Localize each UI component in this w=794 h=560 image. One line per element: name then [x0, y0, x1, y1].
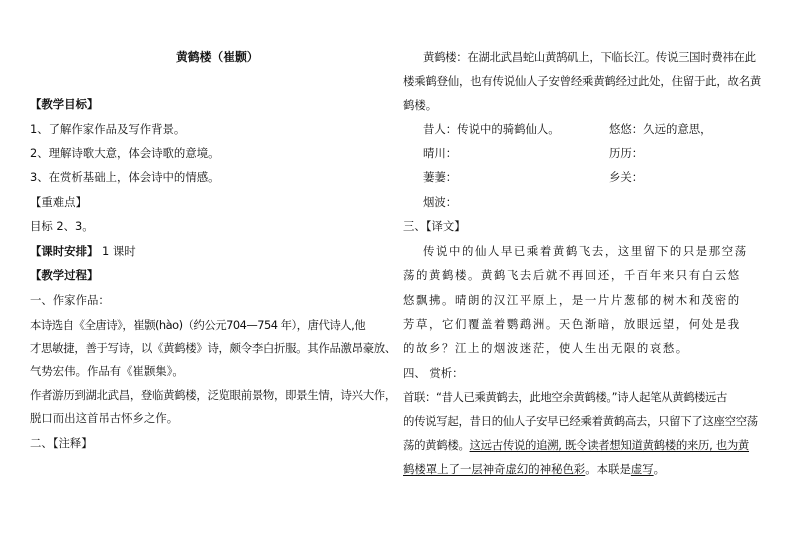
appreciation-line: 的传说写起，昔日的仙人子安早已经乘着黄鹤高去，只留下了这座空空荡 [403, 414, 758, 428]
translation-line: 芳草，它们覆盖着鹦鹉洲。天色渐暗，放眼远望，何处是我 [403, 317, 741, 331]
appreciation-line [403, 438, 749, 453]
goal-item: 1、了解作家作品及写作背景。 [30, 122, 186, 136]
paragraph-line: 气势宏伟。作品有《崔颢集》。 [30, 364, 184, 378]
appreciation-text: 。 [653, 462, 666, 476]
schedule-line [30, 244, 136, 259]
paragraph-line: 本诗选自《全唐诗》，崔颢(hào)（约公元704—754 年），唐代诗人,他 [30, 318, 366, 332]
section-heading: 二、【注释】 [30, 436, 93, 450]
appreciation-line: 首联：“昔人已乘黄鹤去，此地空余黄鹤楼。”诗人起笔从黄鹤楼远古 [403, 390, 728, 404]
emphasis-text: 虚写 [630, 462, 654, 476]
poem-title: 黄鹤楼（崔颢） [176, 50, 259, 64]
translation-line: 悠飘拂。晴朗的汉江平原上，是一片片葱郁的树木和茂密的 [403, 293, 741, 307]
paragraph-line: 脱口而出这首吊古怀乡之作。 [30, 411, 179, 425]
underlined-text: 这远古传说的追溯, 既令读者想知道黄鹤楼的来历, 也为黄 [469, 438, 750, 452]
appreciation-text: 。本联是 [585, 462, 631, 476]
section-heading: 三、【译文】 [403, 219, 466, 233]
appreciation-line [403, 462, 665, 477]
note-item: 昔人：传说中的骑鹤仙人。 [423, 122, 560, 136]
goal-item: 2、理解诗歌大意，体会诗歌的意境。 [30, 146, 220, 160]
note-item: 悠悠：久远的意思， [609, 122, 712, 136]
goals-header: 【教学目标】 [30, 97, 99, 111]
appreciation-text: 荡的黄鹤楼。 [403, 438, 470, 452]
schedule-header: 【课时安排】 [30, 244, 99, 258]
intro-line: 鹤楼。 [403, 98, 438, 112]
intro-line: 楼乘鹤登仙，也有传说仙人子安曾经乘黄鹤经过此处，住留于此，故名黄 [403, 74, 762, 88]
note-item: 乡关： [609, 170, 644, 184]
note-item: 萋萋： [423, 170, 458, 184]
paragraph-line: 作者游历到湖北武昌，登临黄鹤楼，泛览眼前景物，即景生情，诗兴大作， [30, 388, 396, 402]
paragraph-line: 才思敏捷，善于写诗，以《黄鹤楼》诗，颇令李白折服。其作品激昂豪放、 [30, 341, 396, 355]
section-heading: 一、作家作品： [30, 293, 110, 307]
underlined-text: 鹤楼罩上了一层神奇虚幻的神秘色彩 [403, 462, 586, 476]
translation-line: 传说中的仙人早已乘着黄鹤飞去，这里留下的只是那空荡 [423, 244, 748, 258]
note-item: 晴川： [423, 146, 458, 160]
process-header: 【教学过程】 [30, 268, 99, 282]
intro-line: 黄鹤楼：在湖北武昌蛇山黄鹄矶上，下临长江。传说三国时费祎在此 [423, 50, 756, 64]
schedule-value: 1 课时 [98, 244, 136, 258]
key-header: 【重难点】 [30, 195, 87, 209]
section-heading: 四、 赏析： [403, 366, 464, 380]
note-item: 历历： [609, 146, 644, 160]
translation-line: 荡的黄鹤楼。黄鹤飞去后就不再回还，千百年来只有白云悠 [403, 268, 741, 282]
goal-item: 3、在赏析基础上，体会诗中的情感。 [30, 170, 220, 184]
key-text: 目标 2、3。 [30, 219, 94, 233]
translation-line: 的故乡？江上的烟波迷茫，使人生出无限的哀愁。 [403, 341, 689, 355]
note-item: 烟波： [423, 195, 458, 209]
